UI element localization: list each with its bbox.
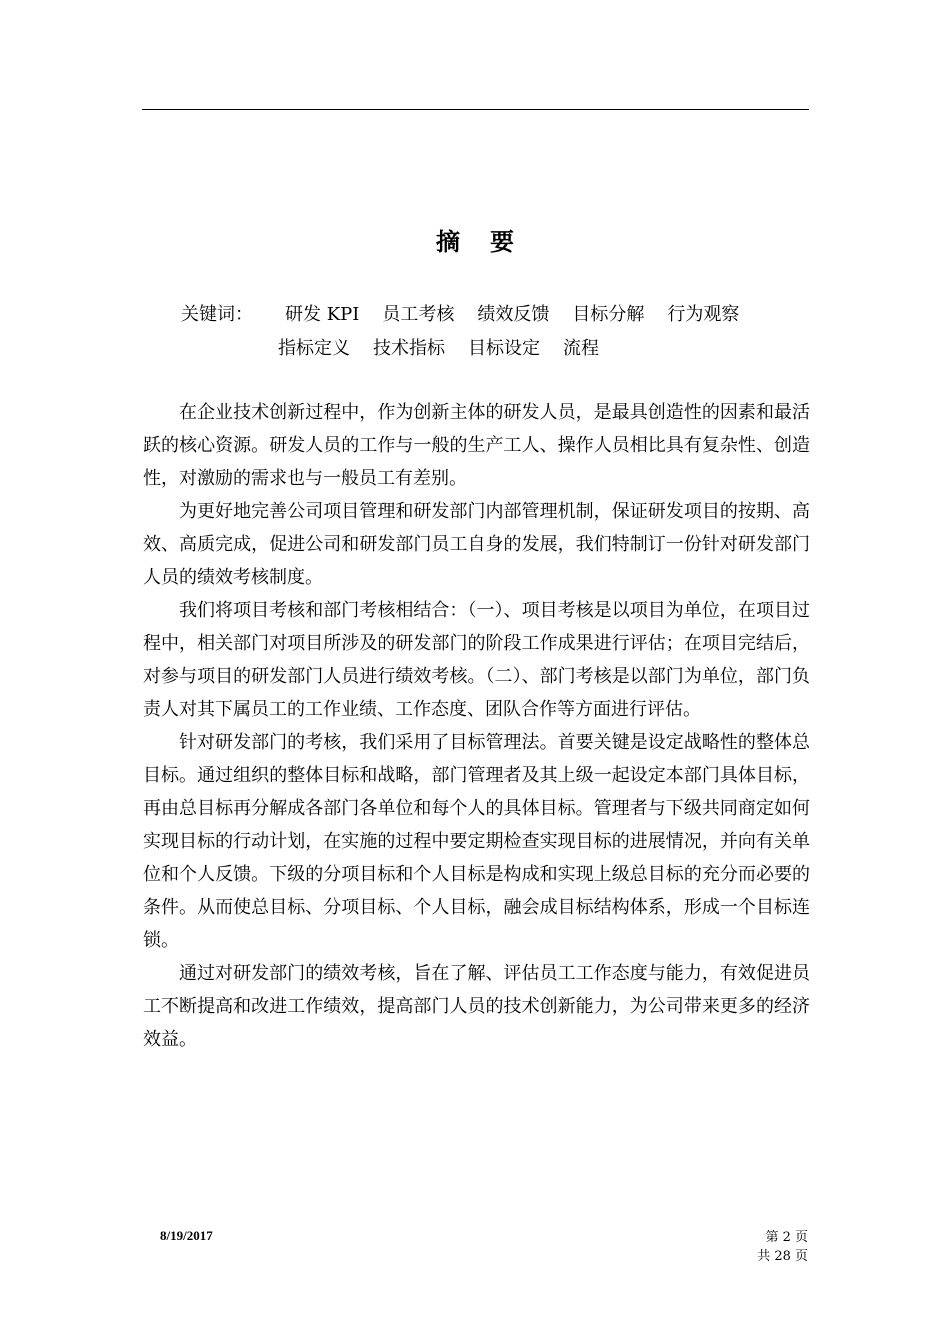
paragraph: 我们将项目考核和部门考核相结合：（一）、项目考核是以项目为单位，在项目过程中，相关部门对项目所涉及的研发部门的阶段工作成果进行评估；在项目完结后，对参与项目的研发部门人员进行绩效考核。（二）、部门考核是以部门为单位，部门负责人对其下属员工的工作业绩、工作态度、团队合作等方面进行评估。 (143, 600, 810, 720)
total-pages: 共 28 页 (757, 1249, 808, 1264)
keyword: 指标定义 (278, 338, 350, 359)
keyword: 绩效反馈 (477, 304, 550, 325)
keywords-block (181, 298, 762, 366)
keyword: 目标分解 (572, 304, 645, 325)
keywords-row-1 (181, 298, 762, 332)
footer-page-number (757, 1228, 808, 1266)
paragraph: 为更好地完善公司项目管理和研发部门内部管理机制，保证研发项目的按期、高效、高质完成，促进公司和研发部门员工自身的发展，我们特制订一份针对研发部门人员的绩效考核制度。 (143, 501, 810, 588)
keyword: 技术指标 (373, 338, 445, 359)
abstract-body (143, 396, 810, 1056)
keyword: 行为观察 (667, 304, 740, 325)
paragraph: 通过对研发部门的绩效考核，旨在了解、评估员工工作态度与能力，有效促进员工不断提高和改进工作绩效，提高部门人员的技术创新能力，为公司带来更多的经济效益。 (143, 963, 810, 1050)
keyword: 研发 KPI (285, 304, 360, 325)
page-number: 第 2 页 (765, 1230, 808, 1245)
page-title: 摘要 (436, 227, 544, 256)
paragraph: 针对研发部门的考核，我们采用了目标管理法。首要关键是设定战略性的整体总目标。通过组织的整体目标和战略，部门管理者及其上级一起设定本部门具体目标，再由总目标再分解成各部门各单位和每个人的具体目标。管理者与下级共同商定如何实现目标的行动计划，在实施的过程中要定期检查实现目标的进展情况，并向有关单位和个人反馈。下级的分项目标和个人目标是构成和实现上级总目标的充分而必要的条件。从而使总目标、分项目标、个人目标，融会成目标结构体系，形成一个目标连锁。 (143, 732, 810, 951)
footer-date: 8/19/2017 (160, 1228, 213, 1243)
keywords-row-2 (181, 332, 762, 366)
paragraph: 在企业技术创新过程中，作为创新主体的研发人员，是最具创造性的因素和最活跃的核心资源。研发人员的工作与一般的生产工人、操作人员相比具有复杂性、创造性，对激励的需求也与一般员工有差别。 (143, 402, 810, 489)
keyword: 目标设定 (468, 338, 540, 359)
keywords-label: 关键词： (181, 304, 253, 325)
header-rule (142, 109, 809, 110)
keyword: 流程 (563, 338, 599, 359)
keyword: 员工考核 (382, 304, 455, 325)
